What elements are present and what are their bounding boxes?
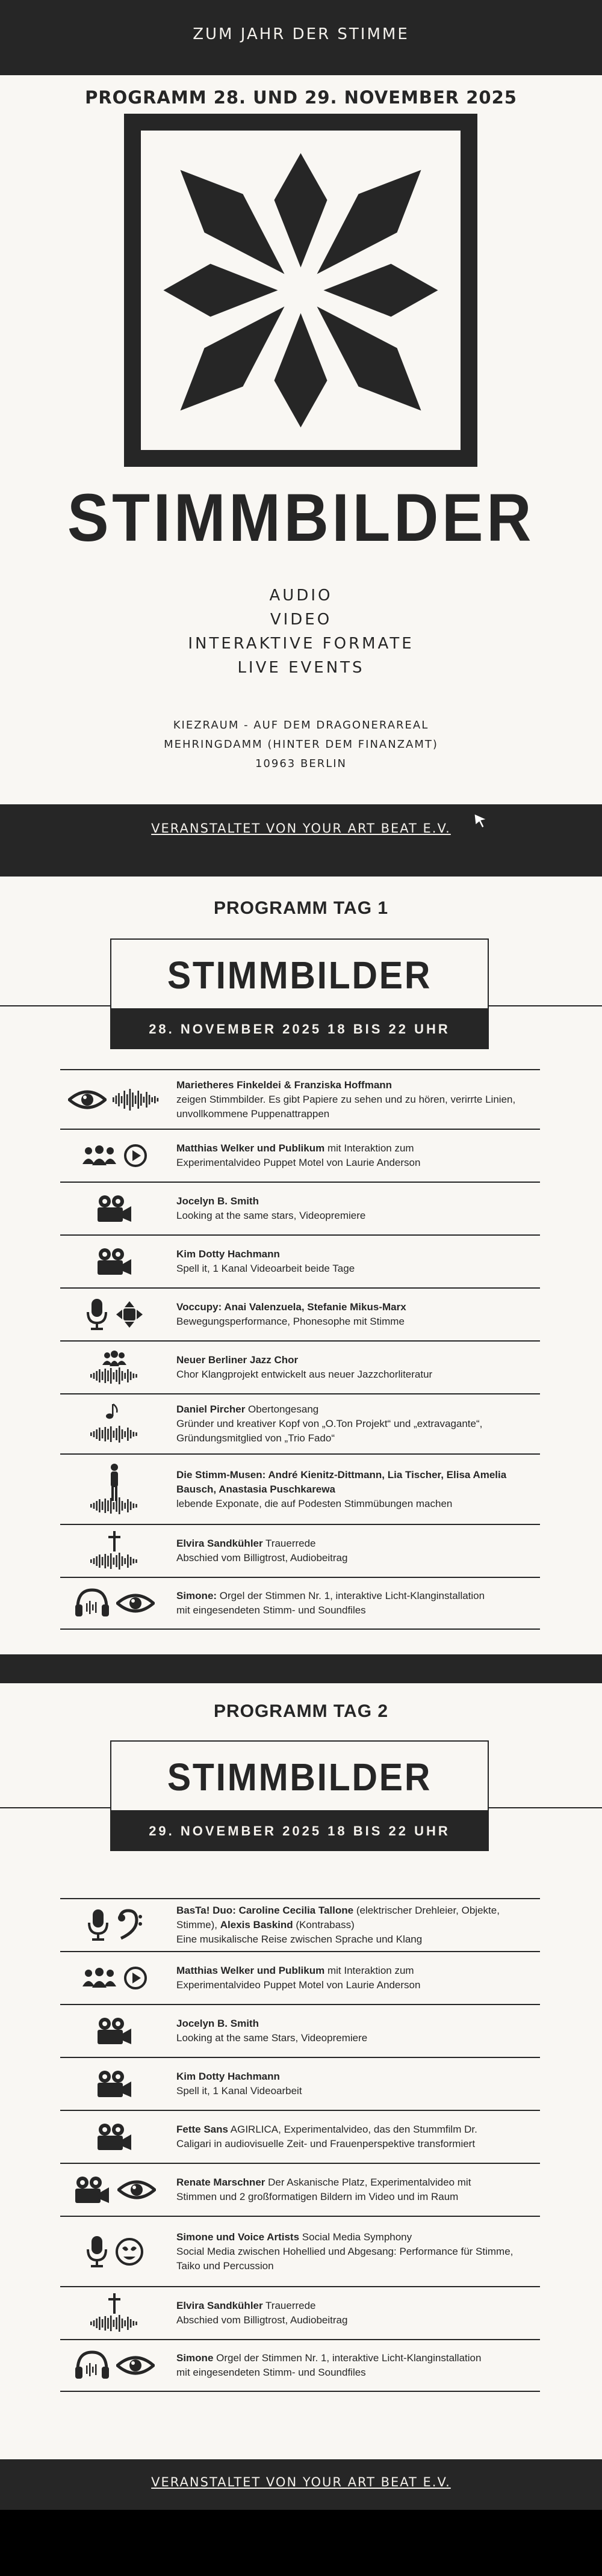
cursor-icon bbox=[472, 812, 490, 830]
program-item-icons bbox=[60, 1070, 169, 1129]
program-item-text bbox=[176, 2175, 538, 2204]
program-item-icons bbox=[60, 2111, 169, 2163]
program-item-text bbox=[176, 2069, 538, 2098]
program-item-headline bbox=[176, 1142, 414, 1154]
program-item bbox=[60, 1524, 540, 1577]
program-item-text bbox=[176, 1247, 538, 1276]
program-item-text bbox=[176, 1903, 538, 1947]
program-item-icons bbox=[60, 2058, 169, 2110]
performer-detail: Obertongesang bbox=[245, 1404, 319, 1415]
program-item-text bbox=[176, 2122, 538, 2151]
organizer-link[interactable]: VERANSTALTET VON YOUR ART BEAT E.V. bbox=[151, 2475, 451, 2489]
eye-icon bbox=[116, 1591, 155, 1615]
program-item-description: Spell it, 1 Kanal Videoarbeit bbox=[176, 2085, 302, 2097]
format-item: AUDIO bbox=[269, 587, 333, 605]
camera-icon bbox=[95, 1247, 134, 1276]
program-item bbox=[60, 2057, 540, 2110]
performer-name: Daniel Pircher bbox=[176, 1404, 246, 1415]
program-item-icons bbox=[60, 2217, 169, 2286]
program-item-description: Bewegungsperformance, Phonesophe mit Stimme bbox=[176, 1316, 405, 1327]
formats-list bbox=[0, 584, 602, 680]
program-item-icons bbox=[60, 2287, 169, 2339]
program-item bbox=[60, 1182, 540, 1234]
format-item: INTERAKTIVE FORMATE bbox=[188, 635, 414, 653]
program-item-icons bbox=[60, 1455, 169, 1524]
program-item-headline bbox=[176, 1469, 506, 1495]
program-item bbox=[60, 1393, 540, 1453]
note-waveform-icon bbox=[89, 1403, 140, 1445]
performer-name: Elvira Sandkühler bbox=[176, 2300, 263, 2311]
microphone-icon bbox=[85, 1298, 109, 1331]
program-item-text bbox=[176, 1141, 538, 1170]
program-item bbox=[60, 1951, 540, 2004]
format-item: VIDEO bbox=[270, 611, 332, 629]
performer-detail: Trauerrede bbox=[262, 1538, 316, 1549]
program-item-description: Looking at the same Stars, Videopremiere bbox=[176, 2032, 368, 2044]
program-item-headline bbox=[176, 2124, 477, 2135]
program-item-text bbox=[176, 1078, 538, 1121]
program-item-text bbox=[176, 2299, 538, 2328]
format-item: LIVE EVENTS bbox=[237, 659, 365, 677]
program-item-headline bbox=[176, 1354, 298, 1366]
program-item-description: Abschied vom Billigtrost, Audiobeitrag bbox=[176, 1552, 348, 1564]
program-item-text bbox=[176, 1402, 538, 1446]
performer-name: Simone bbox=[176, 2352, 214, 2364]
program-item bbox=[60, 1234, 540, 1287]
play-icon bbox=[123, 1966, 147, 1990]
program-item-icons bbox=[60, 1525, 169, 1577]
performer-name: Simone: bbox=[176, 1590, 217, 1601]
cross-waveform-icon bbox=[89, 1530, 140, 1572]
camera-icon bbox=[73, 2175, 111, 2204]
program-item-headline bbox=[176, 1965, 414, 1976]
camera-icon bbox=[95, 2069, 134, 2098]
move-icon bbox=[115, 1300, 144, 1329]
performer-name: Matthias Welker und Publikum bbox=[176, 1965, 325, 1976]
program-item bbox=[60, 1287, 540, 1340]
performer-name: Neuer Berliner Jazz Chor bbox=[176, 1354, 299, 1366]
program-item bbox=[60, 1340, 540, 1393]
program-item-description: mit eingesendeten Stimm- und Soundfiles bbox=[176, 1604, 366, 1616]
program-item-description: lebende Exponate, die auf Podesten Stimmübungen machen bbox=[176, 1497, 453, 1509]
day2-logo-box bbox=[110, 1740, 489, 1811]
performer-name: Die Stimm-Musen: André Kienitz-Dittmann, Lia Tischer, Elisa Amelia Bausch, Anastasia Puschkarewa bbox=[176, 1468, 507, 1495]
performer-name: Elvira Sandkühler bbox=[176, 1538, 263, 1549]
program-item-icons bbox=[60, 2005, 169, 2057]
day1-logo-box bbox=[110, 938, 489, 1009]
day2-program-list bbox=[60, 1898, 540, 2392]
program-item-text bbox=[176, 1964, 538, 1992]
program-item-text bbox=[176, 1468, 538, 1511]
day1-program-list bbox=[60, 1069, 540, 1630]
headphones-icon bbox=[74, 2350, 110, 2381]
program-item-headline bbox=[176, 1195, 259, 1207]
performer-name: Fette Sans bbox=[176, 2124, 228, 2135]
program-item-description: Gründer und kreativer Kopf von „O.Ton Projekt“ und „extravagante“, Gründungsmitglied von „Trio Fado“ bbox=[176, 1418, 483, 1444]
program-item-description: Experimentalvideo Puppet Motel von Laurie Anderson bbox=[176, 1979, 421, 1991]
program-item-text bbox=[176, 1589, 538, 1618]
performer-detail: mit Interaktion zum bbox=[324, 1142, 414, 1154]
top-banner bbox=[0, 0, 602, 75]
headphones-icon bbox=[74, 1588, 110, 1619]
program-item-headline bbox=[176, 2177, 471, 2188]
program-item-icons bbox=[60, 1899, 169, 1951]
cross-waveform-icon bbox=[89, 2292, 140, 2334]
program-item bbox=[60, 2286, 540, 2339]
program-item bbox=[60, 2339, 540, 2392]
program-item-description: zeigen Stimmbilder. Es gibt Papiere zu sehen und zu hören, verirrte Linien, unvollkommene Puppenattrappen bbox=[176, 1093, 516, 1120]
day1-section bbox=[0, 877, 602, 1654]
organizer-band bbox=[0, 804, 602, 877]
performer-name: Kim Dotty Hachmann bbox=[176, 1248, 280, 1260]
program-item-description: Looking at the same stars, Videopremiere bbox=[176, 1210, 366, 1221]
eye-icon bbox=[116, 2353, 155, 2377]
performer-name: Voccupy: Anai Valenzuela, Stefanie Mikus-Marx bbox=[176, 1301, 406, 1313]
venue-address bbox=[0, 716, 602, 774]
program-item bbox=[60, 1577, 540, 1630]
performer-name: Kim Dotty Hachmann bbox=[176, 2071, 280, 2082]
day2-logo-text: STIMMBILDER bbox=[167, 1755, 432, 1799]
program-item-icons bbox=[60, 1578, 169, 1628]
day1-heading: PROGRAMM TAG 1 bbox=[213, 898, 389, 918]
stimmbilder-logo-icon bbox=[124, 114, 477, 467]
camera-icon bbox=[95, 2122, 134, 2151]
program-item-headline bbox=[176, 2300, 316, 2311]
play-icon bbox=[123, 1144, 147, 1168]
hero-section bbox=[0, 75, 602, 804]
day1-logo-text: STIMMBILDER bbox=[167, 954, 432, 997]
program-item-headline bbox=[176, 1079, 392, 1091]
organizer-link[interactable]: VERANSTALTET VON YOUR ART BEAT E.V. bbox=[151, 821, 451, 836]
program-dates: PROGRAMM 28. UND 29. NOVEMBER 2025 bbox=[85, 87, 517, 108]
day1-date: 28. NOVEMBER 2025 18 BIS 22 UHR bbox=[110, 1009, 489, 1049]
program-item-headline bbox=[176, 1538, 316, 1549]
performer-detail: mit Interaktion zum bbox=[324, 1965, 414, 1976]
microphone-icon bbox=[85, 2235, 109, 2269]
program-item bbox=[60, 1453, 540, 1524]
program-item-description: Social Media zwischen Hohellied und Abgesang: Performance für Stimme, Taiko und Percussion bbox=[176, 2245, 514, 2272]
day2-heading: PROGRAMM TAG 2 bbox=[213, 1701, 389, 1721]
microphone-icon bbox=[86, 1908, 110, 1942]
performer-detail: (elektrischer Drehleier, Objekte, Stimme), bbox=[176, 1905, 500, 1930]
banner-title: ZUM JAHR DER STIMME bbox=[193, 25, 409, 43]
performer-detail: Der Askanische Platz, Experimentalvideo mit bbox=[265, 2177, 471, 2188]
program-item bbox=[60, 2110, 540, 2163]
program-item-headline bbox=[176, 1301, 406, 1313]
performer-detail: (Kontrabass) bbox=[293, 1919, 355, 1930]
program-item-icons bbox=[60, 1236, 169, 1287]
program-item bbox=[60, 2163, 540, 2216]
program-item-headline bbox=[176, 2352, 481, 2364]
organizer-band-bottom bbox=[0, 2459, 602, 2510]
program-item-headline bbox=[176, 1590, 485, 1601]
program-item-text bbox=[176, 1194, 538, 1223]
eye-icon bbox=[117, 2178, 156, 2202]
program-item-icons bbox=[60, 2340, 169, 2391]
program-item-text bbox=[176, 1353, 538, 1382]
program-item-text bbox=[176, 2230, 538, 2273]
program-item-description: Chor Klangprojekt entwickelt aus neuer Jazzchorliteratur bbox=[176, 1369, 433, 1380]
performer-detail: Trauerrede bbox=[262, 2300, 316, 2311]
program-item-description: Caligari in audiovisuelle Zeit- und Frauenperspektive transformiert bbox=[176, 2138, 476, 2149]
performer-name: Jocelyn B. Smith bbox=[176, 2018, 259, 2029]
program-item-text bbox=[176, 2351, 538, 2380]
program-item bbox=[60, 2216, 540, 2286]
program-item-description: Eine musikalische Reise zwischen Sprache und Klang bbox=[176, 1934, 423, 1945]
program-item-icons bbox=[60, 1394, 169, 1453]
program-item-text bbox=[176, 2017, 538, 2045]
eye-icon bbox=[68, 1088, 107, 1112]
program-item-icons bbox=[60, 1952, 169, 2004]
program-item-text bbox=[176, 1536, 538, 1565]
program-item bbox=[60, 1129, 540, 1182]
program-item-headline bbox=[176, 2231, 412, 2243]
performer-detail: AGIRLICA, Experimentalvideo, das den Stummfilm Dr. bbox=[228, 2124, 477, 2135]
performer-name: BasTa! Duo: Caroline Cecilia Tallone bbox=[176, 1905, 354, 1916]
program-item-icons bbox=[60, 1183, 169, 1234]
brand-title: STIMMBILDER bbox=[67, 480, 535, 555]
performer-detail: Orgel der Stimmen Nr. 1, interaktive Licht-Klanginstallation bbox=[217, 1590, 485, 1601]
day2-date: 29. NOVEMBER 2025 18 BIS 22 UHR bbox=[110, 1811, 489, 1851]
program-item-icons bbox=[60, 2164, 169, 2216]
camera-icon bbox=[95, 2017, 134, 2045]
program-item-text bbox=[176, 1300, 538, 1329]
address-line: MEHRINGDAMM (HINTER DEM FINANZAMT) bbox=[164, 738, 438, 751]
program-item-description: Abschied vom Billigtrost, Audiobeitrag bbox=[176, 2314, 348, 2326]
address-line: KIEZRAUM - AUF DEM DRAGONERAREAL bbox=[173, 719, 429, 732]
program-item bbox=[60, 1069, 540, 1129]
group-icon bbox=[81, 1145, 117, 1166]
day2-section bbox=[0, 1683, 602, 2459]
program-item-icons bbox=[60, 1289, 169, 1340]
program-item-icons bbox=[60, 1130, 169, 1182]
program-item-description: Stimmen und 2 großformatigen Bildern im Video und im Raum bbox=[176, 2191, 459, 2202]
performer-name: Marietheres Finkeldei & Franziska Hoffmann bbox=[176, 1079, 393, 1091]
choir-waveform-icon bbox=[89, 1351, 140, 1384]
program-item-headline bbox=[176, 1905, 500, 1930]
program-item-description: mit eingesendeten Stimm- und Soundfiles bbox=[176, 2367, 366, 2378]
program-item-headline bbox=[176, 1404, 318, 1415]
performer-detail: Social Media Symphony bbox=[299, 2231, 412, 2243]
footer-black bbox=[0, 2510, 602, 2576]
camera-icon bbox=[95, 1194, 134, 1223]
performer-name: Alexis Baskind bbox=[220, 1919, 293, 1930]
performer-name: Renate Marschner bbox=[176, 2177, 265, 2188]
performer-name: Jocelyn B. Smith bbox=[176, 1195, 259, 1207]
program-item-description: Spell it, 1 Kanal Videoarbeit beide Tage bbox=[176, 1263, 355, 1274]
mask-icon bbox=[115, 2237, 144, 2266]
bass-clef-icon bbox=[116, 1908, 143, 1942]
program-item bbox=[60, 1898, 540, 1951]
performer-name: Matthias Welker und Publikum bbox=[176, 1142, 325, 1154]
performer-detail: Orgel der Stimmen Nr. 1, interaktive Licht-Klanginstallation bbox=[213, 2352, 482, 2364]
group-icon bbox=[81, 1967, 117, 1989]
program-item-headline bbox=[176, 2018, 259, 2029]
person-waveform-icon bbox=[89, 1462, 140, 1517]
section-separator bbox=[0, 1654, 602, 1683]
program-item bbox=[60, 2004, 540, 2057]
program-item-headline bbox=[176, 1248, 280, 1260]
performer-name: Simone und Voice Artists bbox=[176, 2231, 300, 2243]
program-item-icons bbox=[60, 1342, 169, 1393]
waveform-icon bbox=[113, 1088, 161, 1112]
program-item-description: Experimentalvideo Puppet Motel von Laurie Anderson bbox=[176, 1157, 421, 1168]
program-item-headline bbox=[176, 2071, 280, 2082]
address-line: 10963 BERLIN bbox=[255, 757, 347, 770]
